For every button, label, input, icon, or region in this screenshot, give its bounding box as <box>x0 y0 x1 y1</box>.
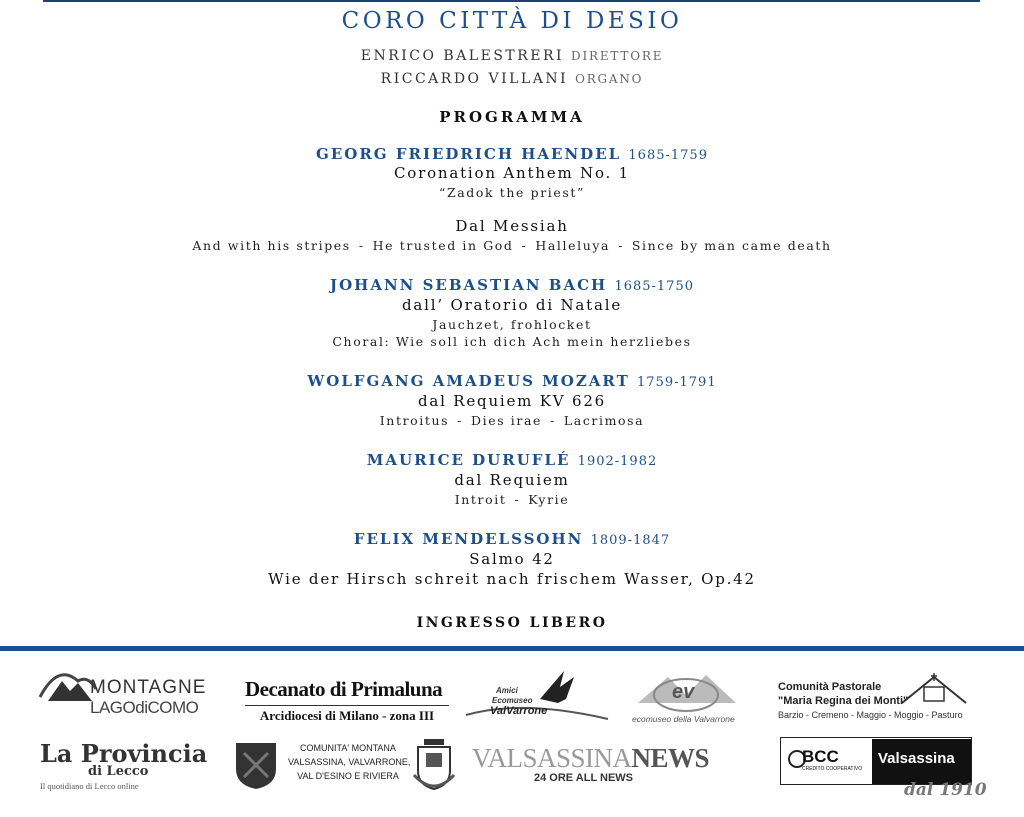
provincia-logo <box>40 739 212 795</box>
comunita-montana-line3: VAL D'ESINO E RIVIERA <box>297 771 399 781</box>
decanato-line2: Arcidiocesi di Milano - zona III <box>259 708 435 723</box>
valvarrone-line3: ValVarrone <box>490 705 548 717</box>
montagne-logo <box>38 665 220 721</box>
composer-mendelssohn <box>0 530 1024 548</box>
bcc-logo <box>780 737 990 801</box>
comunita-pastorale-logo <box>778 677 978 725</box>
work-title: Salmo 42 <box>469 550 555 568</box>
montagne-line1: MONTAGNE <box>90 677 207 698</box>
organist-role: ORGANO <box>575 72 644 86</box>
movement-list <box>0 492 1024 507</box>
church-icon <box>900 673 970 705</box>
valvarrone-line1: Amici <box>496 686 518 695</box>
shield-icon <box>232 739 280 791</box>
staff-line-organ <box>0 71 1024 87</box>
bcc-small-text: CREDITO COOPERATIVO <box>802 766 863 772</box>
composer-bach <box>0 276 1024 294</box>
movement: Lacrimosa <box>563 413 645 428</box>
divider <box>245 705 449 706</box>
composer-dates: 1685-1750 <box>614 279 694 294</box>
composer-mozart <box>0 372 1024 390</box>
comunita-line2: "Maria Regina dei Monti" <box>778 695 909 707</box>
work-title: dal Requiem <box>454 471 570 489</box>
ecomuseo-logo <box>628 669 744 729</box>
bcc-since: dal 1910 <box>904 780 987 800</box>
crest-icon <box>412 735 456 795</box>
valsassina-news-tagline: 24 ORE ALL NEWS <box>534 772 634 784</box>
movement: Kyrie <box>528 492 570 507</box>
separator: - <box>514 492 521 507</box>
ecomuseo-mark: ev <box>672 681 695 703</box>
comunita-montana-line1: COMUNITA' MONTANA <box>300 743 396 753</box>
decanato-logo <box>245 677 449 729</box>
work-subtitle: “Zadok the priest” <box>438 185 586 200</box>
composer-name: GEORG FRIEDRICH HAENDEL <box>316 145 622 163</box>
movement: Introitus <box>379 413 450 428</box>
separator: - <box>521 238 528 253</box>
ecomuseo-text: ecomuseo della Valvarrone <box>632 714 735 724</box>
news-word: NEWS <box>631 743 710 773</box>
valvarrone-logo <box>462 669 612 725</box>
valsassina-news-logo <box>472 743 718 787</box>
movement: Halleluya <box>535 238 611 253</box>
work-title: dall’ Oratorio di Natale <box>402 296 622 314</box>
movement: Introit <box>454 492 507 507</box>
work-subtitle: Choral: Wie soll ich dich Ach mein herzliebes <box>332 334 692 349</box>
programma-heading: PROGRAMMA <box>439 108 585 126</box>
movement: He trusted in God <box>372 238 514 253</box>
comunita-montana-logo <box>232 737 458 799</box>
comunita-montana-line2: VALSASSINA, VALVARRONE, <box>288 757 411 767</box>
composer-haendel <box>0 145 1024 163</box>
movement: Since by man came death <box>631 238 832 253</box>
work-title: dal Requiem KV 626 <box>417 392 607 410</box>
composer-dates: 1902-1982 <box>577 454 658 469</box>
top-rule <box>43 0 980 2</box>
bcc-mark: BCC <box>802 747 839 766</box>
separator: - <box>358 238 365 253</box>
provincia-line2: di Lecco <box>88 764 149 779</box>
comunita-line1: Comunità Pastorale <box>778 681 882 693</box>
composer-name: WOLFGANG AMADEUS MOZART <box>307 372 630 390</box>
valsassina-news-title <box>472 743 709 774</box>
valsassina-word: VALSASSINA <box>472 743 632 773</box>
director-name: ENRICO BALESTRERI <box>360 48 565 64</box>
movement-list <box>0 238 1024 253</box>
work-title: Dal Messiah <box>455 217 569 235</box>
composer-name: FELIX MENDELSSOHN <box>353 530 584 548</box>
work-subtitle: Jauchzet, frohlocket <box>432 317 592 332</box>
separator: - <box>457 413 463 428</box>
free-entry-notice: INGRESSO LIBERO <box>416 615 608 631</box>
bcc-name: Valsassina <box>878 750 955 767</box>
comunita-line3: Barzio - Cremeno - Maggio - Moggio - Pasturo <box>778 710 963 720</box>
movement-list <box>0 413 1024 428</box>
organist-name: RICCARDO VILLANI <box>380 71 569 87</box>
sponsor-strip <box>0 651 1024 817</box>
staff-line-director <box>0 48 1024 64</box>
mountain-icon <box>38 667 98 707</box>
composer-name: JOHANN SEBASTIAN BACH <box>329 276 608 294</box>
provincia-line3: Il quotidiano di Lecco online <box>40 781 139 791</box>
montagne-line2: LAGOdiCOMO <box>90 698 199 717</box>
valvarrone-line2: Ecomuseo <box>492 696 533 705</box>
composer-dates: 1809-1847 <box>590 533 671 548</box>
provincia-line1: La Provincia <box>40 739 208 768</box>
work-title: Coronation Anthem No. 1 <box>393 164 631 182</box>
composer-dates: 1759-1791 <box>637 375 717 390</box>
separator: - <box>550 413 556 428</box>
movement: Dies irae <box>471 413 543 428</box>
work-subtitle: Wie der Hirsch schreit nach frischem Wasser, Op.42 <box>268 570 756 588</box>
composer-name: MAURICE DURUFLÉ <box>366 451 571 469</box>
decanato-line1: Decanato di Primaluna <box>245 677 443 701</box>
composer-dates: 1685-1759 <box>628 148 708 163</box>
choir-title: CORO CITTÀ DI DESIO <box>341 8 683 34</box>
movement: And with his stripes <box>192 238 351 253</box>
composer-durufle <box>0 451 1024 469</box>
director-role: DIRETTORE <box>571 49 664 63</box>
separator: - <box>618 238 624 253</box>
